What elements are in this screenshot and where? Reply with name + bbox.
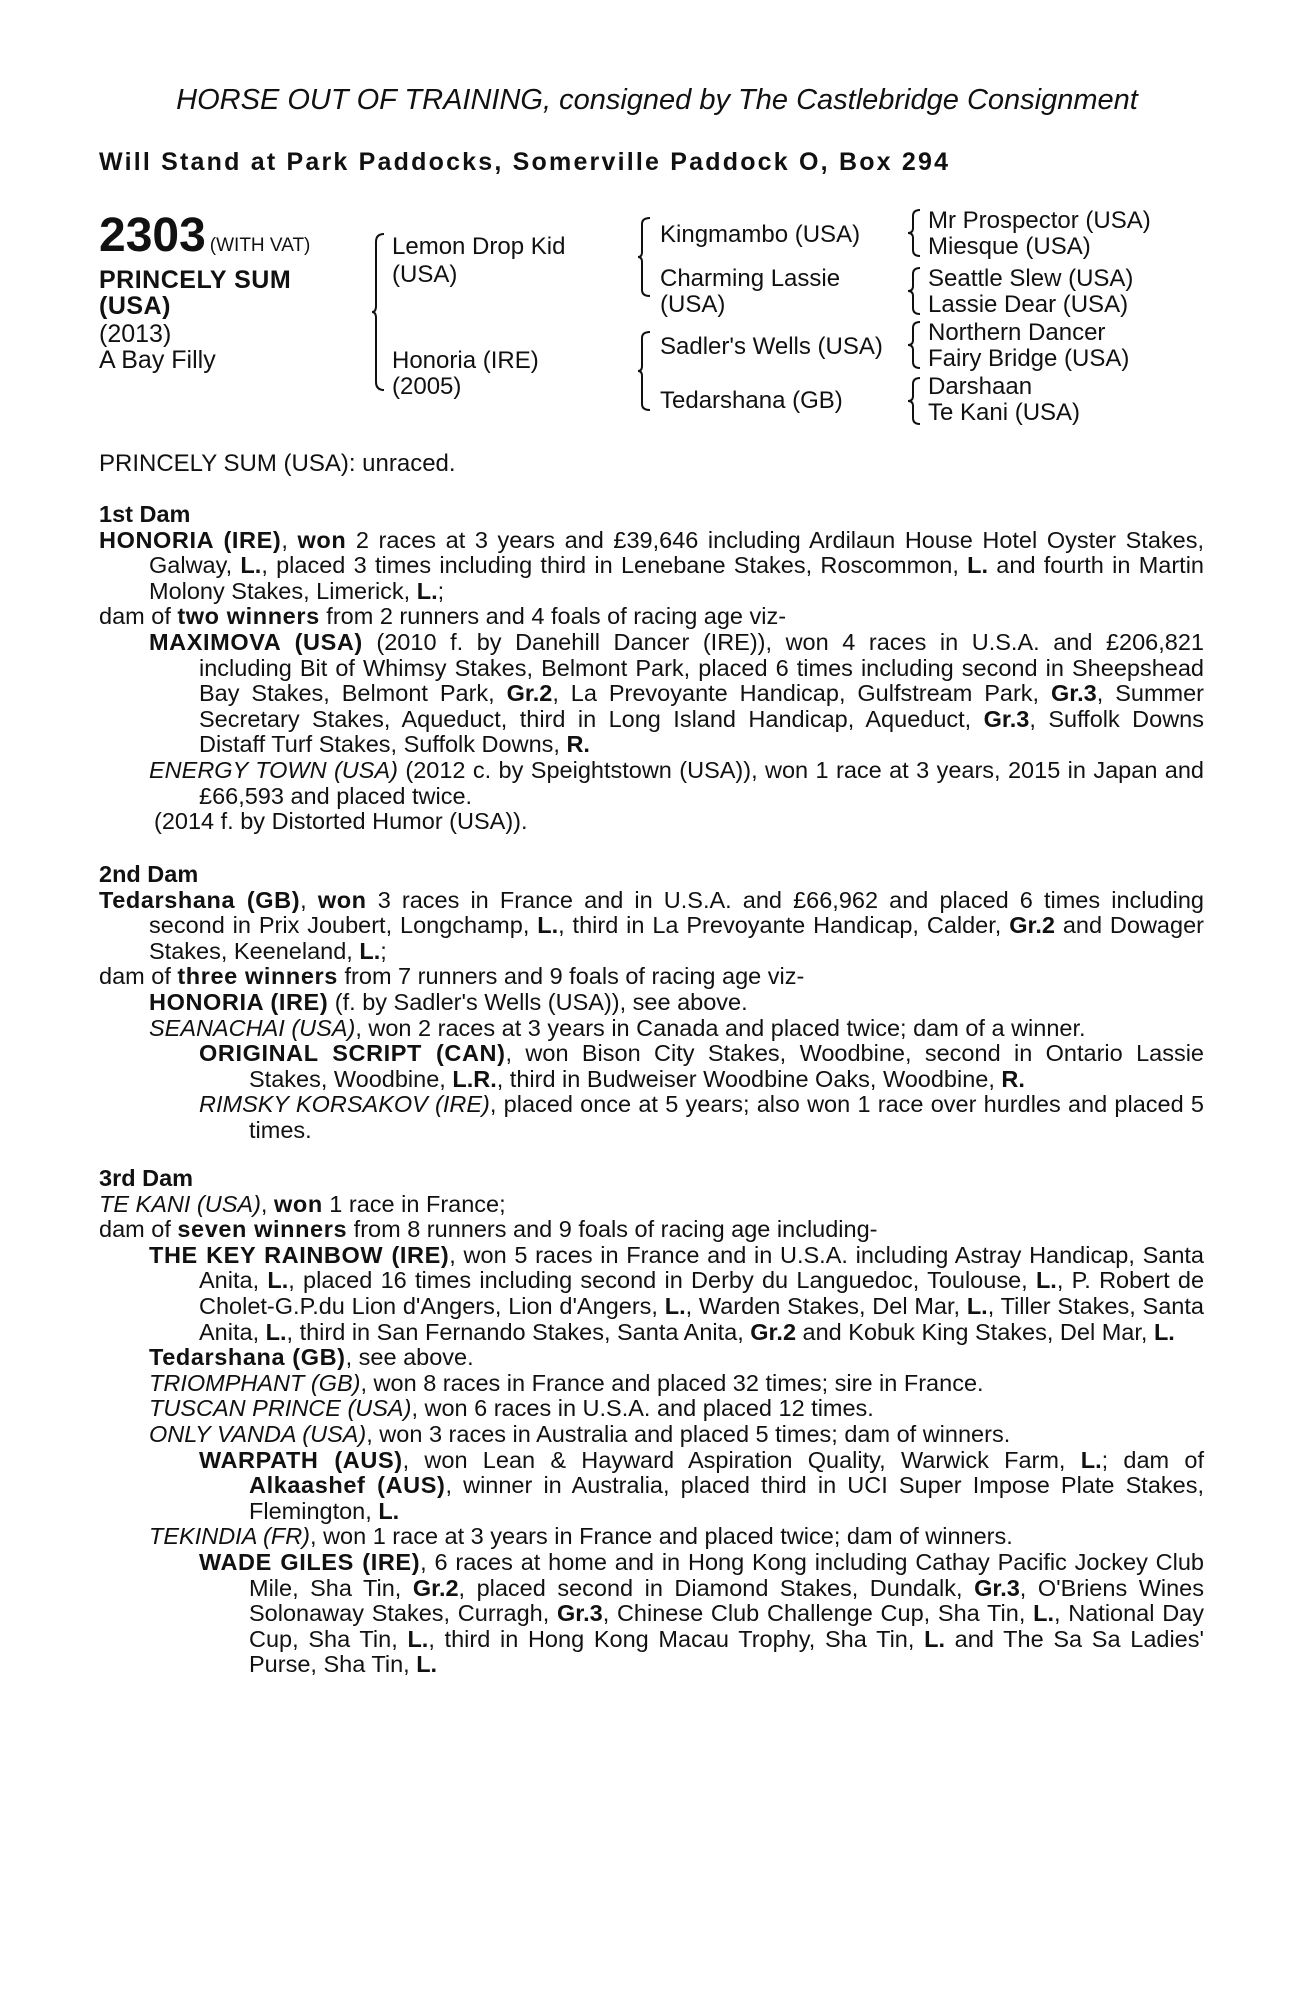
sire-sire-sire: Mr Prospector (USA) bbox=[928, 207, 1151, 234]
produce-entry: TRIOMPHANT (GB), won 8 races in France and placed 32 times; sire in France. bbox=[149, 1369, 984, 1396]
sire-dam-name: Charming Lassie bbox=[660, 265, 841, 292]
dam-sire: Sadler's Wells (USA) bbox=[660, 333, 883, 360]
dam-dam-sire: Darshaan bbox=[928, 373, 1033, 400]
second-dam-section bbox=[99, 862, 1204, 1144]
produce-entry: WADE GILES (IRE), 6 races at home and in Hong Kong including Cathay Pacific Jockey Club Mile, Sha Tin, Gr.2, placed second in Diamond Stakes, Dundalk, Gr.3, O'Briens Wines Solonaway Stakes, Curragh, Gr.3, Chinese Club Challenge Cup, Sha Tin, L., National Day Cup, Sha Tin, L., third in Hong Kong Macau Trophy, Sha Tin, L. and The Sa Sa Ladies' Purse, Sha Tin, L. bbox=[199, 1548, 1204, 1678]
second-dam-heading: 2nd Dam bbox=[99, 861, 199, 887]
pedigree-bracket-3d bbox=[908, 376, 922, 426]
first-dam-heading: 1st Dam bbox=[99, 501, 191, 527]
standing-location: Will Stand at Park Paddocks, Somerville Paddock O, Box 294 bbox=[99, 148, 951, 176]
produce-entry: Tedarshana (GB), see above. bbox=[149, 1344, 474, 1371]
produce-entry: ENERGY TOWN (USA) (2012 c. by Speightstown (USA)), won 1 race at 3 years, 2015 in Japan and £66,593 and placed twice. bbox=[149, 756, 1204, 809]
produce-entry: TEKINDIA (FR), won 1 race at 3 years in France and placed twice; dam of winners. bbox=[149, 1523, 1013, 1550]
pedigree-bracket-3a bbox=[908, 208, 922, 258]
produce-entry: (2014 f. by Distorted Humor (USA)). bbox=[154, 808, 528, 835]
horse-year: (2013) bbox=[99, 320, 172, 348]
dam-sire-sire: Northern Dancer bbox=[928, 319, 1106, 346]
third-dam-section bbox=[99, 1166, 1204, 1678]
sire-name: Lemon Drop Kid bbox=[392, 233, 566, 260]
horse-name-line2: (USA) bbox=[99, 292, 171, 320]
sire-dam-sire: Seattle Slew (USA) bbox=[928, 265, 1134, 292]
horse-name-line1: PRINCELY SUM bbox=[99, 266, 292, 294]
pedigree-bracket-3b bbox=[908, 266, 922, 316]
consignment-line: HORSE OUT OF TRAINING, consigned by The Castlebridge Consignment bbox=[176, 84, 1138, 116]
produce-entry: MAXIMOVA (USA) (2010 f. by Danehill Dancer (IRE)), won 4 races in U.S.A. and £206,821 including Bit of Whimsy Stakes, Belmont Park, placed 6 times including second in Sheepshead Bay Stakes, Belmont Park, Gr.2, La Prevoyante Handicap, Gulfstream Park, Gr.3, Summer Secretary Stakes, Aqueduct, third in Long Island Handicap, Aqueduct, Gr.3, Suffolk Downs Distaff Turf Stakes, Suffolk Downs, R. bbox=[149, 628, 1205, 758]
sire-country: (USA) bbox=[392, 261, 458, 288]
pedigree-bracket-2b bbox=[638, 330, 652, 412]
pedigree-bracket-3c bbox=[908, 320, 922, 370]
vat-label: (WITH VAT) bbox=[209, 235, 311, 256]
second-dam-produce-summary: dam of three winners from 7 runners and 9 foals of racing age viz- bbox=[99, 963, 805, 990]
sire-sire: Kingmambo (USA) bbox=[660, 221, 861, 248]
sire-sire-dam: Miesque (USA) bbox=[928, 233, 1091, 260]
produce-entry: WARPATH (AUS), won Lean & Hayward Aspiration Quality, Warwick Farm, L.; dam of Alkaashef (AUS), winner in Australia, placed third in UCI Super Impose Plate Stakes, Flemington, L. bbox=[199, 1446, 1205, 1524]
lot-number: 2303 bbox=[99, 209, 206, 262]
dam-sire-dam: Fairy Bridge (USA) bbox=[928, 345, 1130, 372]
third-dam-intro: TE KANI (USA), won 1 race in France; bbox=[99, 1190, 506, 1217]
pedigree-bracket-1 bbox=[372, 232, 386, 392]
first-dam-intro: HONORIA (IRE), won 2 races at 3 years and £39,646 including Ardilaun House Hotel Oyster Stakes, Galway, L., placed 3 times including third in Lenebane Stakes, Roscommon, L. and fourth in Martin Molony Stakes, Limerick, L.; bbox=[99, 526, 1205, 604]
sire-dam-country: (USA) bbox=[660, 291, 726, 318]
dam-dam-dam: Te Kani (USA) bbox=[928, 399, 1081, 426]
race-record: PRINCELY SUM (USA): unraced. bbox=[99, 450, 456, 477]
pedigree-bracket-2a bbox=[638, 216, 652, 298]
first-dam-section bbox=[99, 502, 1204, 835]
sire-dam-dam: Lassie Dear (USA) bbox=[928, 291, 1129, 318]
produce-entry: ONLY VANDA (USA), won 3 races in Australia and placed 5 times; dam of winners. bbox=[149, 1420, 1011, 1447]
produce-entry: ORIGINAL SCRIPT (CAN), won Bison City Stakes, Woodbine, second in Ontario Lassie Stakes, Woodbine, L.R., third in Budweiser Woodbine Oaks, Woodbine, R. bbox=[199, 1040, 1204, 1092]
dam-name: Honoria (IRE) bbox=[392, 347, 539, 374]
dam-dam: Tedarshana (GB) bbox=[660, 387, 843, 414]
dam-year: (2005) bbox=[392, 373, 462, 400]
first-dam-produce-summary: dam of two winners from 2 runners and 4 foals of racing age viz- bbox=[99, 603, 787, 630]
third-dam-produce-summary: dam of seven winners from 8 runners and 9 foals of racing age including- bbox=[99, 1216, 878, 1243]
lot-heading bbox=[99, 208, 310, 263]
second-dam-intro: Tedarshana (GB), won 3 races in France and in U.S.A. and £66,962 and placed 6 times including second in Prix Joubert, Longchamp, L., third in La Prevoyante Handicap, Calder, Gr.2 and Dowager Stakes, Keeneland, L.; bbox=[99, 886, 1204, 964]
horse-description: A Bay Filly bbox=[99, 346, 216, 374]
dam-name: HONORIA (IRE) bbox=[99, 526, 282, 553]
produce-entry: TUSCAN PRINCE (USA), won 6 races in U.S.A. and placed 12 times. bbox=[149, 1395, 874, 1422]
produce-entry: THE KEY RAINBOW (IRE), won 5 races in France and in U.S.A. including Astray Handicap, Santa Anita, L., placed 16 times including second in Derby du Languedoc, Toulouse, L., P. Robert de Cholet-G.P.du Lion d'Angers, Lion d'Angers, L., Warden Stakes, Del Mar, L., Tiller Stakes, Santa Anita, L., third in San Fernando Stakes, Santa Anita, Gr.2 and Kobuk King Stakes, Del Mar, L. bbox=[149, 1241, 1205, 1345]
third-dam-heading: 3rd Dam bbox=[99, 1165, 194, 1191]
produce-entry: SEANACHAI (USA), won 2 races at 3 years in Canada and placed twice; dam of a winner. bbox=[149, 1014, 1086, 1041]
produce-entry: RIMSKY KORSAKOV (IRE), placed once at 5 years; also won 1 race over hurdles and placed 5 times. bbox=[199, 1091, 1204, 1143]
produce-entry: HONORIA (IRE) (f. by Sadler's Wells (USA)), see above. bbox=[149, 988, 748, 1015]
